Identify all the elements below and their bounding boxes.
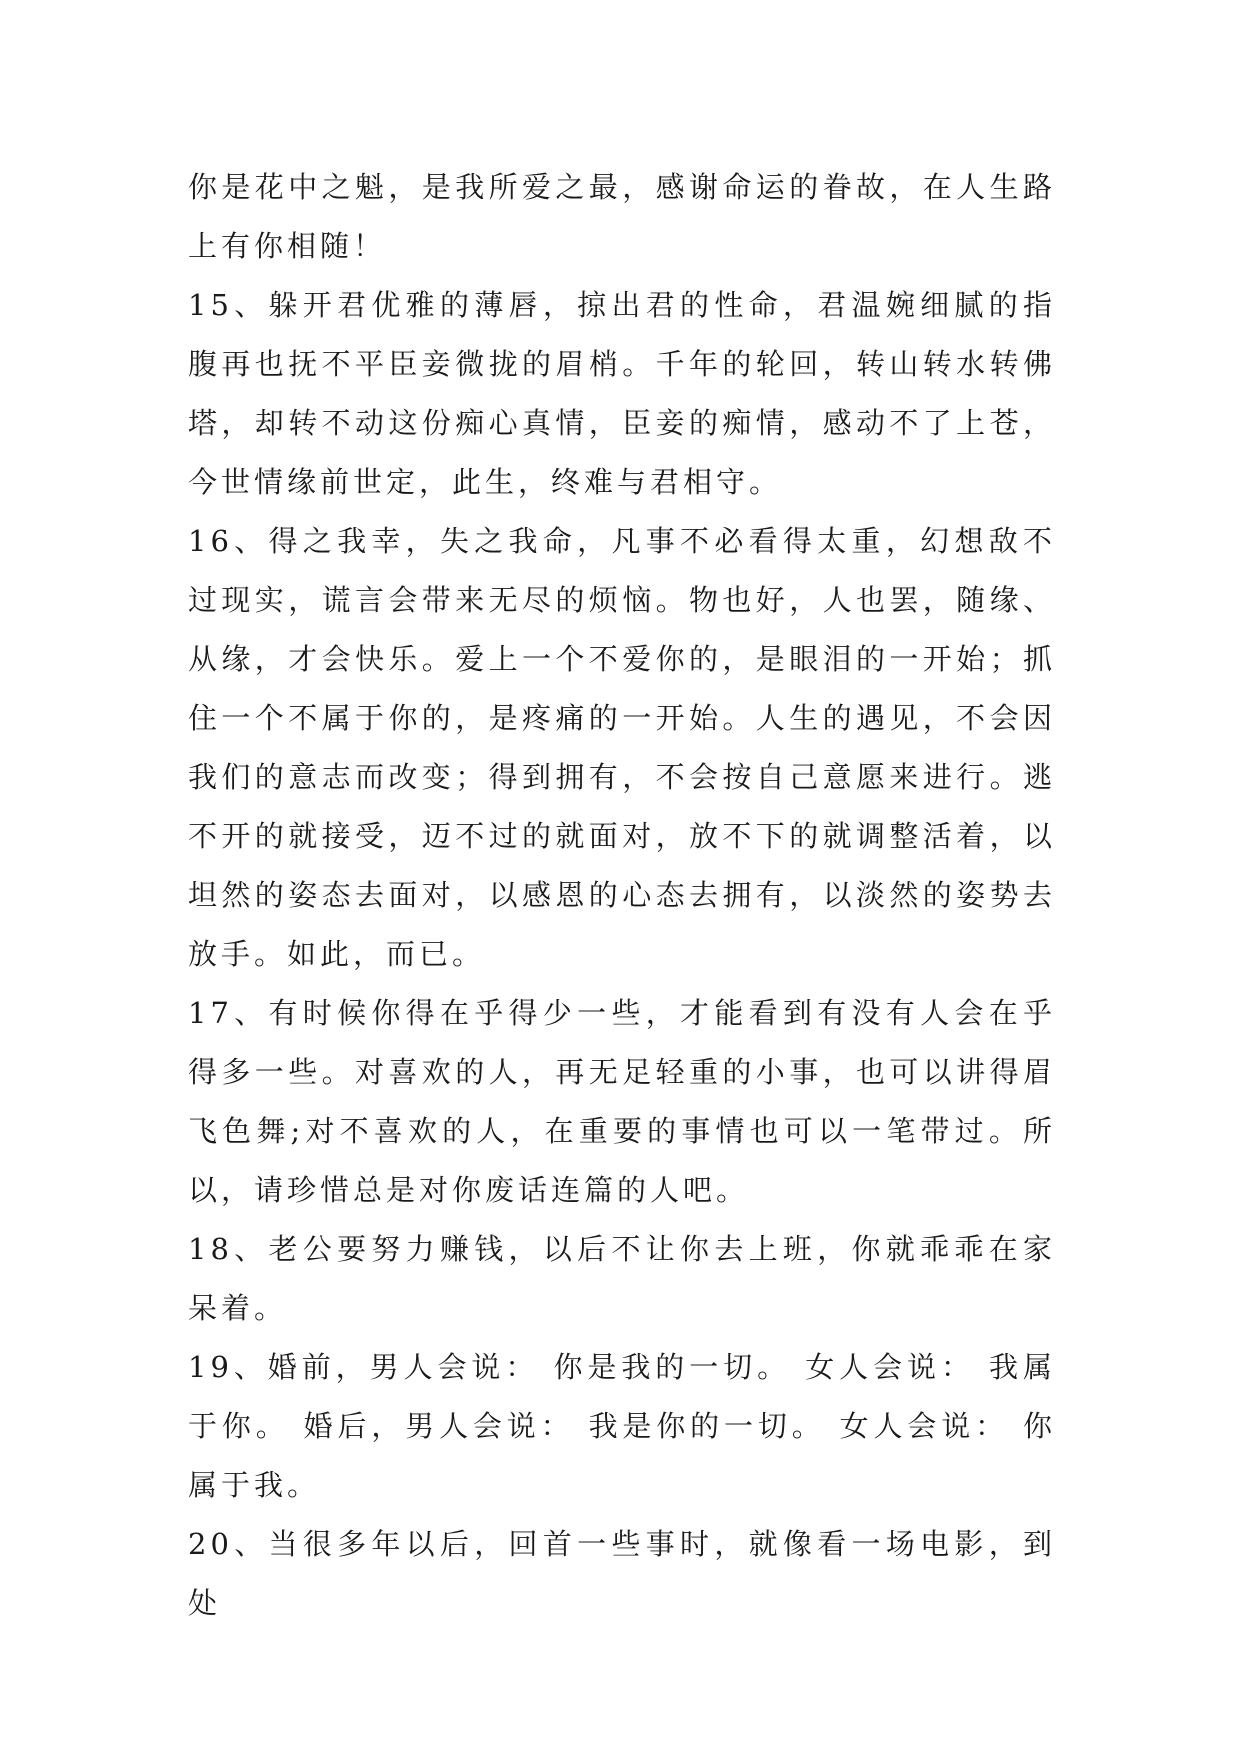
paragraph-19: 19、婚前，男人会说： 你是我的一切。 女人会说： 我属于你。 婚后，男人会说： 我是你的一切。 女人会说： 你属于我。 [188,1350,1056,1502]
paragraph-intro: 你是花中之魁，是我所爱之最，感谢命运的眷故，在人生路上有你相随！ [188,170,1056,263]
paragraph-18: 18、老公要努力赚钱，以后不让你去上班，你就乖乖在家呆着。 [188,1232,1056,1325]
paragraph-20: 20、当很多年以后，回首一些事时，就像看一场电影，到处 [188,1527,1056,1620]
paragraph-16: 16、得之我幸，失之我命，凡事不必看得太重，幻想敌不过现实，谎言会带来无尽的烦恼。物也好，人也罢，随缘、从缘，才会快乐。爱上一个不爱你的，是眼泪的一开始；抓住一个不属于你的，是疼痛的一开始。人生的遇见，不会因我们的意志而改变；得到拥有，不会按自己意愿来进行。逃不开的就接受，迈不过的就面对，放不下的就调整活着，以坦然的姿态去面对，以感恩的心态去拥有，以淡然的姿势去放手。如此，而已。 [188,524,1056,971]
paragraph-15: 15、躲开君优雅的薄唇，掠出君的性命，君温婉细腻的指腹再也抚不平臣妾微拢的眉梢。千年的轮回，转山转水转佛塔，却转不动这份痴心真情，臣妾的痴情，感动不了上苍，今世情缘前世定，此生，终难与君相守。 [188,288,1056,499]
document-body [188,158,1056,1633]
paragraph-17: 17、有时候你得在乎得少一些，才能看到有没有人会在乎得多一些。对喜欢的人，再无足轻重的小事，也可以讲得眉飞色舞;对不喜欢的人，在重要的事情也可以一笔带过。所以，请珍惜总是对你废话连篇的人吧。 [188,996,1056,1207]
